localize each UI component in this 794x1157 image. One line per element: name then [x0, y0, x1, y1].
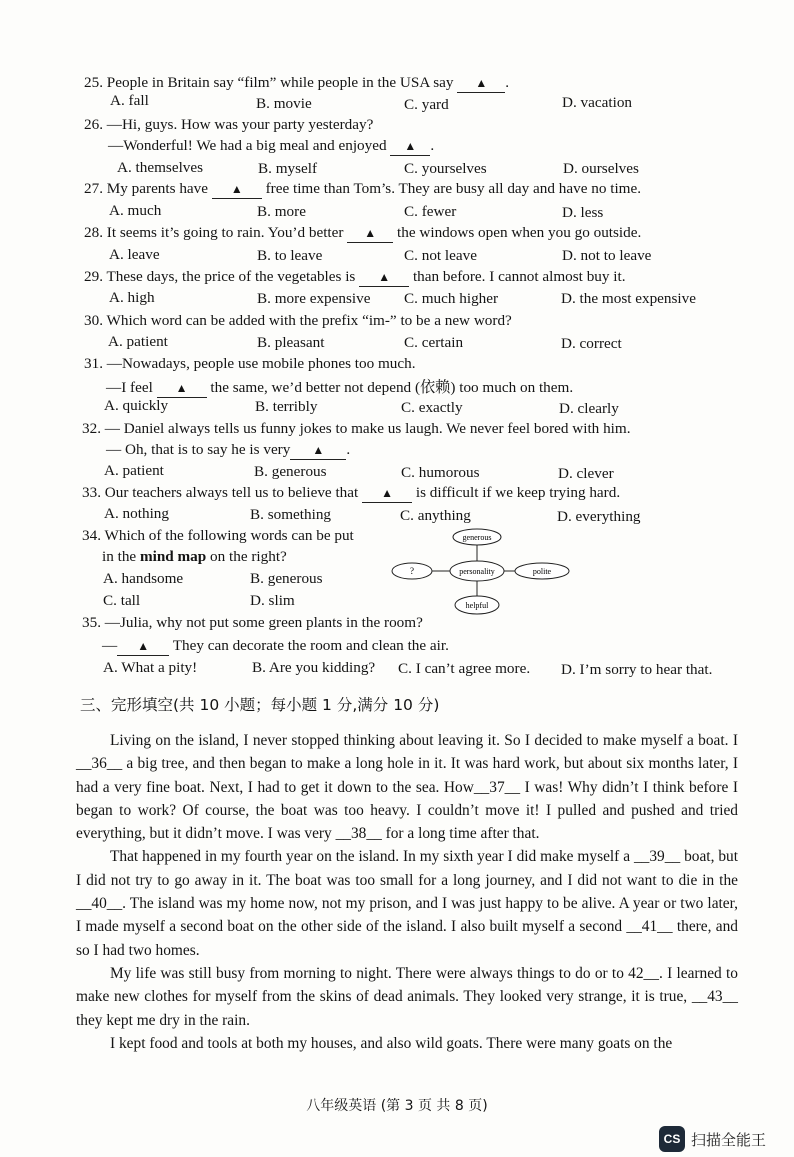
option-c: C. I can’t agree more.: [398, 660, 531, 677]
question-stem-line2: — Oh, that is to say he is very: [106, 441, 291, 458]
option-a: A. themselves: [117, 159, 204, 176]
mind-map-diagram: [390, 525, 580, 620]
option-c: C. humorous: [401, 464, 480, 481]
answer-blank: [117, 637, 169, 656]
node-left-label: ?: [410, 566, 414, 576]
node-bottom-label: helpful: [465, 601, 489, 610]
triangle-marker: ▲: [378, 270, 391, 284]
option-d: D. vacation: [562, 94, 633, 111]
option-a: A. handsome: [103, 570, 184, 587]
option-c: C. anything: [400, 507, 471, 524]
camscanner-logo-icon: CS: [659, 1126, 685, 1152]
option-d: D. less: [562, 204, 604, 221]
question-stem-line2: —Wonderful! We had a big meal and enjoyed: [108, 137, 391, 154]
question-number: 35.: [82, 614, 101, 631]
question-34: [82, 527, 354, 545]
option-b: B. something: [250, 506, 332, 523]
question-stem-line2: —I feel: [106, 379, 157, 396]
page-footer: 八年级英语 (第 3 页 共 8 页): [306, 1098, 488, 1114]
option-d: D. the most expensive: [561, 290, 696, 307]
question-stem: —Hi, guys. How was your party yesterday?: [106, 116, 374, 133]
question-tail: They can decorate the room and clean the air.: [169, 637, 449, 654]
option-c: C. yourselves: [404, 160, 487, 177]
question-30: [84, 312, 512, 330]
question-28: [84, 224, 641, 243]
question-stem: —Julia, why not put some green plants in the room?: [104, 614, 423, 631]
option-c: C. not leave: [404, 247, 477, 264]
option-b: B. pleasant: [257, 334, 325, 351]
option-b: B. more expensive: [257, 290, 371, 307]
question-34-line2: [102, 548, 287, 566]
option-c: C. fewer: [404, 203, 457, 220]
question-stem: My parents have: [106, 180, 212, 197]
option-b: B. Are you kidding?: [252, 659, 376, 676]
question-tail: is difficult if we keep trying hard.: [412, 484, 621, 501]
option-d: D. I’m sorry to hear that.: [561, 661, 713, 678]
question-number: 29.: [84, 268, 103, 285]
option-c: C. tall: [103, 592, 141, 609]
scanner-watermark: [659, 1126, 766, 1152]
node-center-label: personality: [459, 567, 495, 576]
question-tail: the windows open when you go outside.: [393, 224, 642, 241]
question-stem: These days, the price of the vegetables is: [106, 268, 360, 285]
triangle-marker: ▲: [137, 639, 150, 653]
answer-blank: [212, 180, 262, 199]
question-stem: Our teachers always tell us to believe that: [104, 484, 363, 501]
question-number: 33.: [82, 484, 101, 501]
option-d: D. clever: [558, 465, 614, 482]
question-number: 26.: [84, 116, 103, 133]
option-c: C. yard: [404, 96, 449, 113]
question-number: 31.: [84, 355, 103, 372]
node-right-label: polite: [532, 567, 552, 576]
question-tail: .: [430, 137, 435, 154]
option-a: A. high: [109, 289, 155, 306]
question-35-line2: [102, 637, 449, 656]
option-c: C. exactly: [401, 399, 463, 416]
answer-blank: [359, 268, 409, 287]
cloze-passage: [76, 729, 738, 1055]
option-a: A. patient: [108, 333, 168, 350]
triangle-marker: ▲: [230, 182, 243, 196]
option-c: C. much higher: [404, 290, 499, 307]
question-stem: People in Britain say “film” while people in the USA say: [106, 74, 458, 91]
triangle-marker: ▲: [404, 139, 417, 153]
triangle-marker: ▲: [381, 486, 393, 500]
option-a: A. What a pity!: [103, 659, 198, 676]
question-25: [84, 74, 509, 93]
triangle-marker: ▲: [175, 381, 188, 395]
paragraph: I kept food and tools at both my houses, and also wild goats. There were many goats on the: [110, 1034, 673, 1052]
option-d: D. slim: [250, 592, 295, 609]
question-stem: —Nowadays, people use mobile phones too much.: [106, 355, 416, 372]
option-b: B. generous: [254, 463, 327, 480]
node-top-label: generous: [462, 533, 492, 542]
question-27: [84, 180, 641, 199]
answer-blank: [347, 224, 393, 243]
question-number: 25.: [84, 74, 103, 91]
question-stem: Which word can be added with the prefix “im-” to be a new word?: [106, 312, 512, 329]
paragraph: My life was still busy from morning to night. There were always things to do or to 42__. I learned to make new clothes for myself from the skins of dead animals. They looked very strange, it is true, __43__ they kept me dry in the rain.: [76, 964, 738, 1029]
question-tail: than before. I cannot almost buy it.: [409, 268, 626, 285]
question-stem: It seems it’s going to rain. You’d better: [106, 224, 348, 241]
option-c: C. certain: [404, 334, 464, 351]
question-26-line2: [108, 137, 434, 156]
question-35: [82, 614, 423, 632]
triangle-marker: ▲: [475, 76, 488, 90]
answer-blank: [157, 379, 207, 398]
question-number: 32.: [82, 420, 101, 437]
question-tail: free time than Tom’s. They are busy all day and have no time.: [261, 180, 642, 197]
question-31-line2: [106, 376, 573, 398]
paragraph: Living on the island, I never stopped thinking about leaving it. So I decided to make myself a boat. I __36__ a big tree, and then began to make a long hole in it. It was hard work, but about six months later, I had a very fine boat. Next, I had to get it down to the sea. How__37__ I was! Why didn’t I think before I began to work? Of course, the boat was too heavy. I couldn’t move it! I pulled and pushed and tried everything, but it didn’t move. I was very __38__ for a long time after that.: [76, 732, 738, 843]
bold-term: mind map: [139, 548, 207, 565]
question-tail: the same, we’d better not depend (依赖) too much on them.: [206, 379, 574, 396]
option-d: D. everything: [557, 508, 641, 525]
question-29: [84, 268, 626, 287]
option-d: D. ourselves: [563, 160, 639, 177]
question-stem: — Daniel always tells us funny jokes to make us laugh. We never feel bored with him.: [104, 420, 631, 437]
answer-blank: [362, 484, 412, 503]
question-26: [84, 116, 373, 134]
question-stem-line2: in the: [102, 548, 140, 565]
option-a: A. quickly: [104, 397, 169, 414]
option-b: B. movie: [256, 95, 312, 112]
option-b: B. generous: [250, 570, 323, 587]
question-31: [84, 355, 416, 373]
option-b: B. terribly: [255, 398, 318, 415]
answer-blank: [390, 137, 430, 156]
option-a: A. patient: [104, 462, 164, 479]
question-32-line2: [106, 441, 350, 460]
scanner-label: 扫描全能王: [691, 1130, 767, 1149]
question-number: 28.: [84, 224, 103, 241]
option-b: B. more: [257, 203, 306, 220]
answer-blank: [457, 74, 505, 93]
triangle-marker: ▲: [312, 443, 325, 457]
answer-blank: [290, 441, 346, 460]
option-b: B. myself: [258, 160, 318, 177]
option-b: B. to leave: [257, 247, 323, 264]
option-d: D. not to leave: [562, 247, 652, 264]
question-tail: .: [346, 441, 351, 458]
question-number: 34.: [82, 527, 101, 544]
question-number: 30.: [84, 312, 103, 329]
question-33: [82, 484, 620, 503]
question-tail: .: [505, 74, 510, 91]
question-stem: Which of the following words can be put: [104, 527, 354, 544]
option-a: A. leave: [109, 246, 160, 263]
question-tail: on the right?: [206, 548, 287, 565]
option-a: A. fall: [110, 92, 149, 109]
question-number: 27.: [84, 180, 103, 197]
paragraph: That happened in my fourth year on the island. In my sixth year I did make myself a __39__ boat, but I did not try to go away in it. The boat was too small for a long journey, and I did not want to die in the __40__. The island was my home now, not my prison, and I was just happy to be alive. A year or two later, I made myself a second boat on the other side of the island. I also built myself a second __41__ there, and so I had two homes.: [76, 848, 738, 959]
option-a: A. much: [109, 202, 162, 219]
question-32: [82, 420, 631, 438]
triangle-marker: ▲: [364, 226, 377, 240]
option-d: D. clearly: [559, 400, 619, 417]
section-heading: 三、完形填空(共 10 小题；每小题 1 分,满分 10 分): [80, 696, 440, 714]
question-stem-line2: —: [102, 637, 118, 654]
option-d: D. correct: [561, 335, 622, 352]
option-a: A. nothing: [104, 505, 169, 522]
